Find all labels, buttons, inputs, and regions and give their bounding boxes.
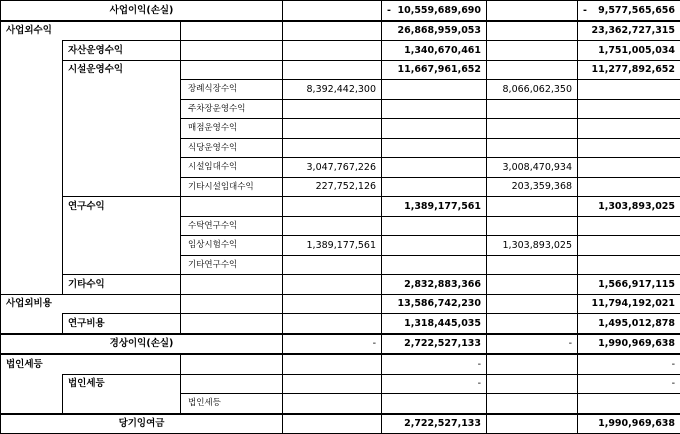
current-sub: - (283, 334, 382, 355)
table-row (1, 41, 680, 61)
current-total: 11,667,961,652 (382, 60, 487, 80)
table-row (1, 275, 680, 295)
current-total: 1,340,670,461 (382, 41, 487, 61)
row-label: 식당운영수익 (181, 138, 283, 158)
table-row (1, 119, 680, 139)
row-label: 임상시험수익 (181, 236, 283, 256)
row-label: 연구수익 (63, 197, 181, 217)
current-total: 26,868,959,053 (382, 21, 487, 41)
row-label: 자산운영수익 (63, 41, 181, 61)
table-row (1, 236, 680, 256)
current-total: - 10,559,689,690 (382, 1, 487, 21)
current-total: 13,586,742,230 (382, 294, 487, 314)
table-row (1, 138, 680, 158)
current-sub: 227,752,126 (283, 177, 382, 197)
current-total: 1,318,445,035 (382, 314, 487, 334)
table-row (1, 294, 680, 314)
table-row (1, 60, 680, 80)
previous-total: - 9,577,565,656 (578, 1, 680, 21)
previous-total: 11,277,892,652 (578, 60, 680, 80)
previous-sub: 3,008,470,934 (487, 158, 578, 178)
row-label: 수탁연구수익 (181, 216, 283, 236)
previous-total: - (578, 374, 680, 394)
row-label: 장례식장수익 (181, 80, 283, 100)
previous-total: 1,566,917,115 (578, 275, 680, 295)
previous-total: 1,303,893,025 (578, 197, 680, 217)
previous-sub: - (487, 334, 578, 355)
table-row (1, 80, 680, 100)
table-row (1, 334, 680, 355)
row-label: 기타수익 (63, 275, 181, 295)
row-label: 법인세등 (63, 374, 181, 394)
current-total: 2,722,527,133 (382, 414, 487, 434)
row-label: 경상이익(손실) (1, 334, 283, 355)
table-row (1, 1, 680, 21)
previous-total: 11,794,192,021 (578, 294, 680, 314)
previous-total: - (578, 354, 680, 374)
previous-total: 1,751,005,034 (578, 41, 680, 61)
table-row (1, 374, 680, 394)
current-total: 2,832,883,366 (382, 275, 487, 295)
previous-sub: 203,359,368 (487, 177, 578, 197)
table-row (1, 314, 680, 334)
table-row (1, 99, 680, 119)
row-label: 법인세등 (1, 354, 181, 374)
table-row (1, 216, 680, 236)
current-sub: 1,389,177,561 (283, 236, 382, 256)
row-label: 기타연구수익 (181, 255, 283, 275)
previous-sub: 8,066,062,350 (487, 80, 578, 100)
table-row (1, 158, 680, 178)
current-sub: 3,047,767,226 (283, 158, 382, 178)
previous-total: 1,990,969,638 (578, 414, 680, 434)
table-row (1, 414, 680, 434)
row-label: 시설운영수익 (63, 60, 181, 80)
previous-total: 1,495,012,878 (578, 314, 680, 334)
table-row (1, 197, 680, 217)
row-label: 시설임대수익 (181, 158, 283, 178)
row-label: 당기잉여금 (1, 414, 283, 434)
current-total: 1,389,177,561 (382, 197, 487, 217)
current-total: - (382, 374, 487, 394)
current-total: - (382, 354, 487, 374)
table-row (1, 354, 680, 374)
table-row (1, 255, 680, 275)
row-label: 사업외수익 (1, 21, 181, 41)
previous-sub: 1,303,893,025 (487, 236, 578, 256)
previous-total: 23,362,727,315 (578, 21, 680, 41)
row-label: 매점운영수익 (181, 119, 283, 139)
current-total: 2,722,527,133 (382, 334, 487, 355)
row-label: 법인세등 (181, 394, 283, 414)
previous-total: 1,990,969,638 (578, 334, 680, 355)
table-row (1, 177, 680, 197)
table-row (1, 394, 680, 414)
row-label: 사업외비용 (1, 294, 181, 314)
row-label: 연구비용 (63, 314, 181, 334)
row-label: 주차장운영수익 (181, 99, 283, 119)
row-label: 사업이익(손실) (1, 1, 283, 21)
row-label: 기타시설임대수익 (181, 177, 283, 197)
table-row (1, 21, 680, 41)
current-sub: 8,392,442,300 (283, 80, 382, 100)
